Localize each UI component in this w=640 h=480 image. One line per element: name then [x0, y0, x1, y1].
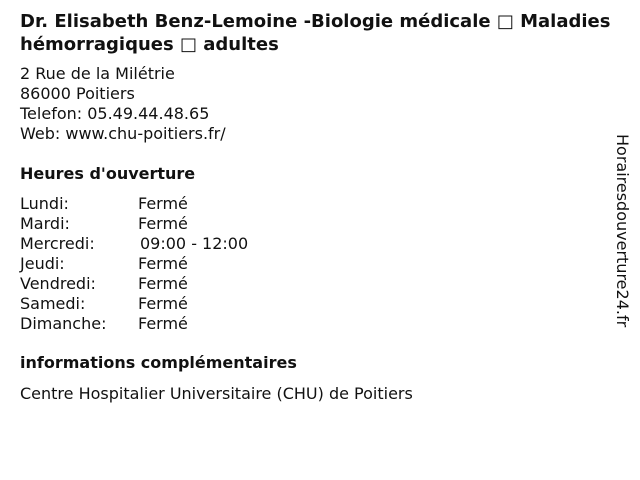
day-label: Jeudi:: [20, 254, 65, 273]
day-label: Vendredi:: [20, 274, 96, 293]
hours-row-thursday: [20, 254, 320, 274]
day-label: Dimanche:: [20, 314, 107, 333]
day-label: Mardi:: [20, 214, 70, 233]
day-hours: Fermé: [138, 314, 188, 333]
opening-hours-table: [20, 194, 320, 334]
hours-heading: Heures d'ouverture: [20, 164, 196, 183]
day-label: Mercredi:: [20, 234, 95, 253]
hours-row-monday: [20, 194, 320, 214]
hours-row-friday: [20, 274, 320, 294]
watermark: [612, 134, 632, 344]
website: Web: www.chu-poitiers.fr/: [20, 124, 226, 143]
day-hours: Fermé: [138, 214, 188, 233]
hours-row-saturday: [20, 294, 320, 314]
street-address: 2 Rue de la Milétrie: [20, 64, 175, 83]
watermark-text: Horairesdouverture24.fr: [613, 134, 632, 328]
day-hours: 09:00 - 12:00: [140, 234, 249, 253]
day-hours: Fermé: [138, 194, 188, 213]
additional-info-heading: informations complémentaires: [20, 353, 297, 372]
day-hours: Fermé: [138, 294, 188, 313]
day-hours: Fermé: [138, 254, 188, 273]
address-block: [20, 64, 226, 144]
day-label: Samedi:: [20, 294, 86, 313]
additional-info-text: Centre Hospitalier Universitaire (CHU) de Poitiers: [20, 384, 413, 403]
day-hours: Fermé: [138, 274, 188, 293]
page-title: Dr. Elisabeth Benz-Lemoine -Biologie médicale □ Maladies hémorragiques □ adultes: [20, 11, 611, 55]
phone-number: Telefon: 05.49.44.48.65: [20, 104, 210, 123]
hours-row-sunday: [20, 314, 320, 334]
hours-row-wednesday: [20, 234, 320, 254]
hours-row-tuesday: [20, 214, 320, 234]
day-label: Lundi:: [20, 194, 69, 213]
city-postcode: 86000 Poitiers: [20, 84, 135, 103]
